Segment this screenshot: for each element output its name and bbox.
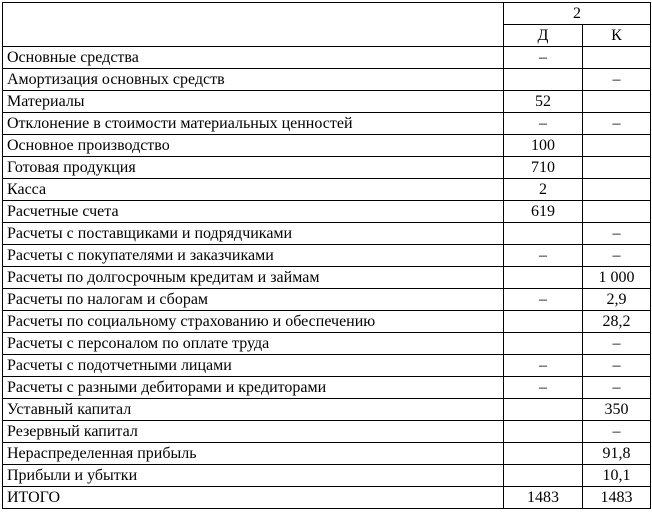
credit-value: – [583,355,651,377]
credit-value: 10,1 [583,465,651,487]
debit-value: 100 [504,135,583,157]
debit-value: 1483 [504,487,583,509]
debit-value: – [504,113,583,135]
table-row [3,223,651,245]
account-name: Расчеты по налогам и сборам [3,289,504,311]
debit-value [504,465,583,487]
account-name: Прибыли и убытки [3,465,504,487]
credit-value: – [583,113,651,135]
account-name: Готовая продукция [3,157,504,179]
debit-value: 2 [504,179,583,201]
credit-value: – [583,223,651,245]
debit-value [504,223,583,245]
account-name: Расчеты с покупателями и заказчиками [3,245,504,267]
account-name: Амортизация основных средств [3,69,504,91]
table-row [3,333,651,355]
account-name: Расчеты с персоналом по оплате труда [3,333,504,355]
table-row [3,91,651,113]
account-name: Уставный капитал [3,399,504,421]
debit-value [504,311,583,333]
credit-value [583,135,651,157]
table-row [3,289,651,311]
credit-value [583,91,651,113]
account-name: Расчетные счета [3,201,504,223]
debit-value: – [504,355,583,377]
account-name: Расчеты с разными дебиторами и кредиторами [3,377,504,399]
table-row [3,267,651,289]
account-name: Расчеты с поставщиками и подрядчиками [3,223,504,245]
header-empty-cell [3,3,504,47]
debit-value [504,333,583,355]
credit-value: 350 [583,399,651,421]
account-name: Нераспределенная прибыль [3,443,504,465]
account-name: Отклонение в стоимости материальных ценностей [3,113,504,135]
debit-value [504,421,583,443]
balance-table [2,2,651,509]
credit-value: – [583,69,651,91]
table-row [3,157,651,179]
table-row [3,179,651,201]
table-row [3,355,651,377]
credit-value: – [583,333,651,355]
table-row [3,311,651,333]
table-row [3,443,651,465]
credit-value: 2,9 [583,289,651,311]
debit-value [504,443,583,465]
credit-value: 1 000 [583,267,651,289]
debit-value: 710 [504,157,583,179]
debit-value [504,399,583,421]
table-row [3,135,651,157]
table-row [3,487,651,509]
header-group-label: 2 [504,3,651,25]
account-name: Основные средства [3,47,504,69]
table-row [3,421,651,443]
debit-value: – [504,47,583,69]
account-name: Расчеты по долгосрочным кредитам и займам [3,267,504,289]
credit-value [583,179,651,201]
header-debit-label: Д [504,25,583,47]
credit-value: 1483 [583,487,651,509]
credit-value: – [583,421,651,443]
debit-value: – [504,289,583,311]
table-row [3,399,651,421]
account-name: Резервный капитал [3,421,504,443]
table-row [3,113,651,135]
credit-value: 91,8 [583,443,651,465]
debit-value: – [504,377,583,399]
credit-value [583,201,651,223]
account-name: Расчеты по социальному страхованию и обеспечению [3,311,504,333]
account-name: Материалы [3,91,504,113]
credit-value: – [583,245,651,267]
table-row [3,465,651,487]
table-row [3,47,651,69]
credit-value [583,157,651,179]
debit-value [504,267,583,289]
header-row-group [3,3,651,25]
debit-value: 52 [504,91,583,113]
credit-value: 28,2 [583,311,651,333]
table-row [3,377,651,399]
credit-value [583,47,651,69]
debit-value: – [504,245,583,267]
account-name: ИТОГО [3,487,504,509]
table-row [3,201,651,223]
table-row [3,245,651,267]
credit-value: – [583,377,651,399]
account-name: Основное производство [3,135,504,157]
debit-value [504,69,583,91]
header-credit-label: К [583,25,651,47]
table-row [3,69,651,91]
account-name: Расчеты с подотчетными лицами [3,355,504,377]
account-name: Касса [3,179,504,201]
debit-value: 619 [504,201,583,223]
